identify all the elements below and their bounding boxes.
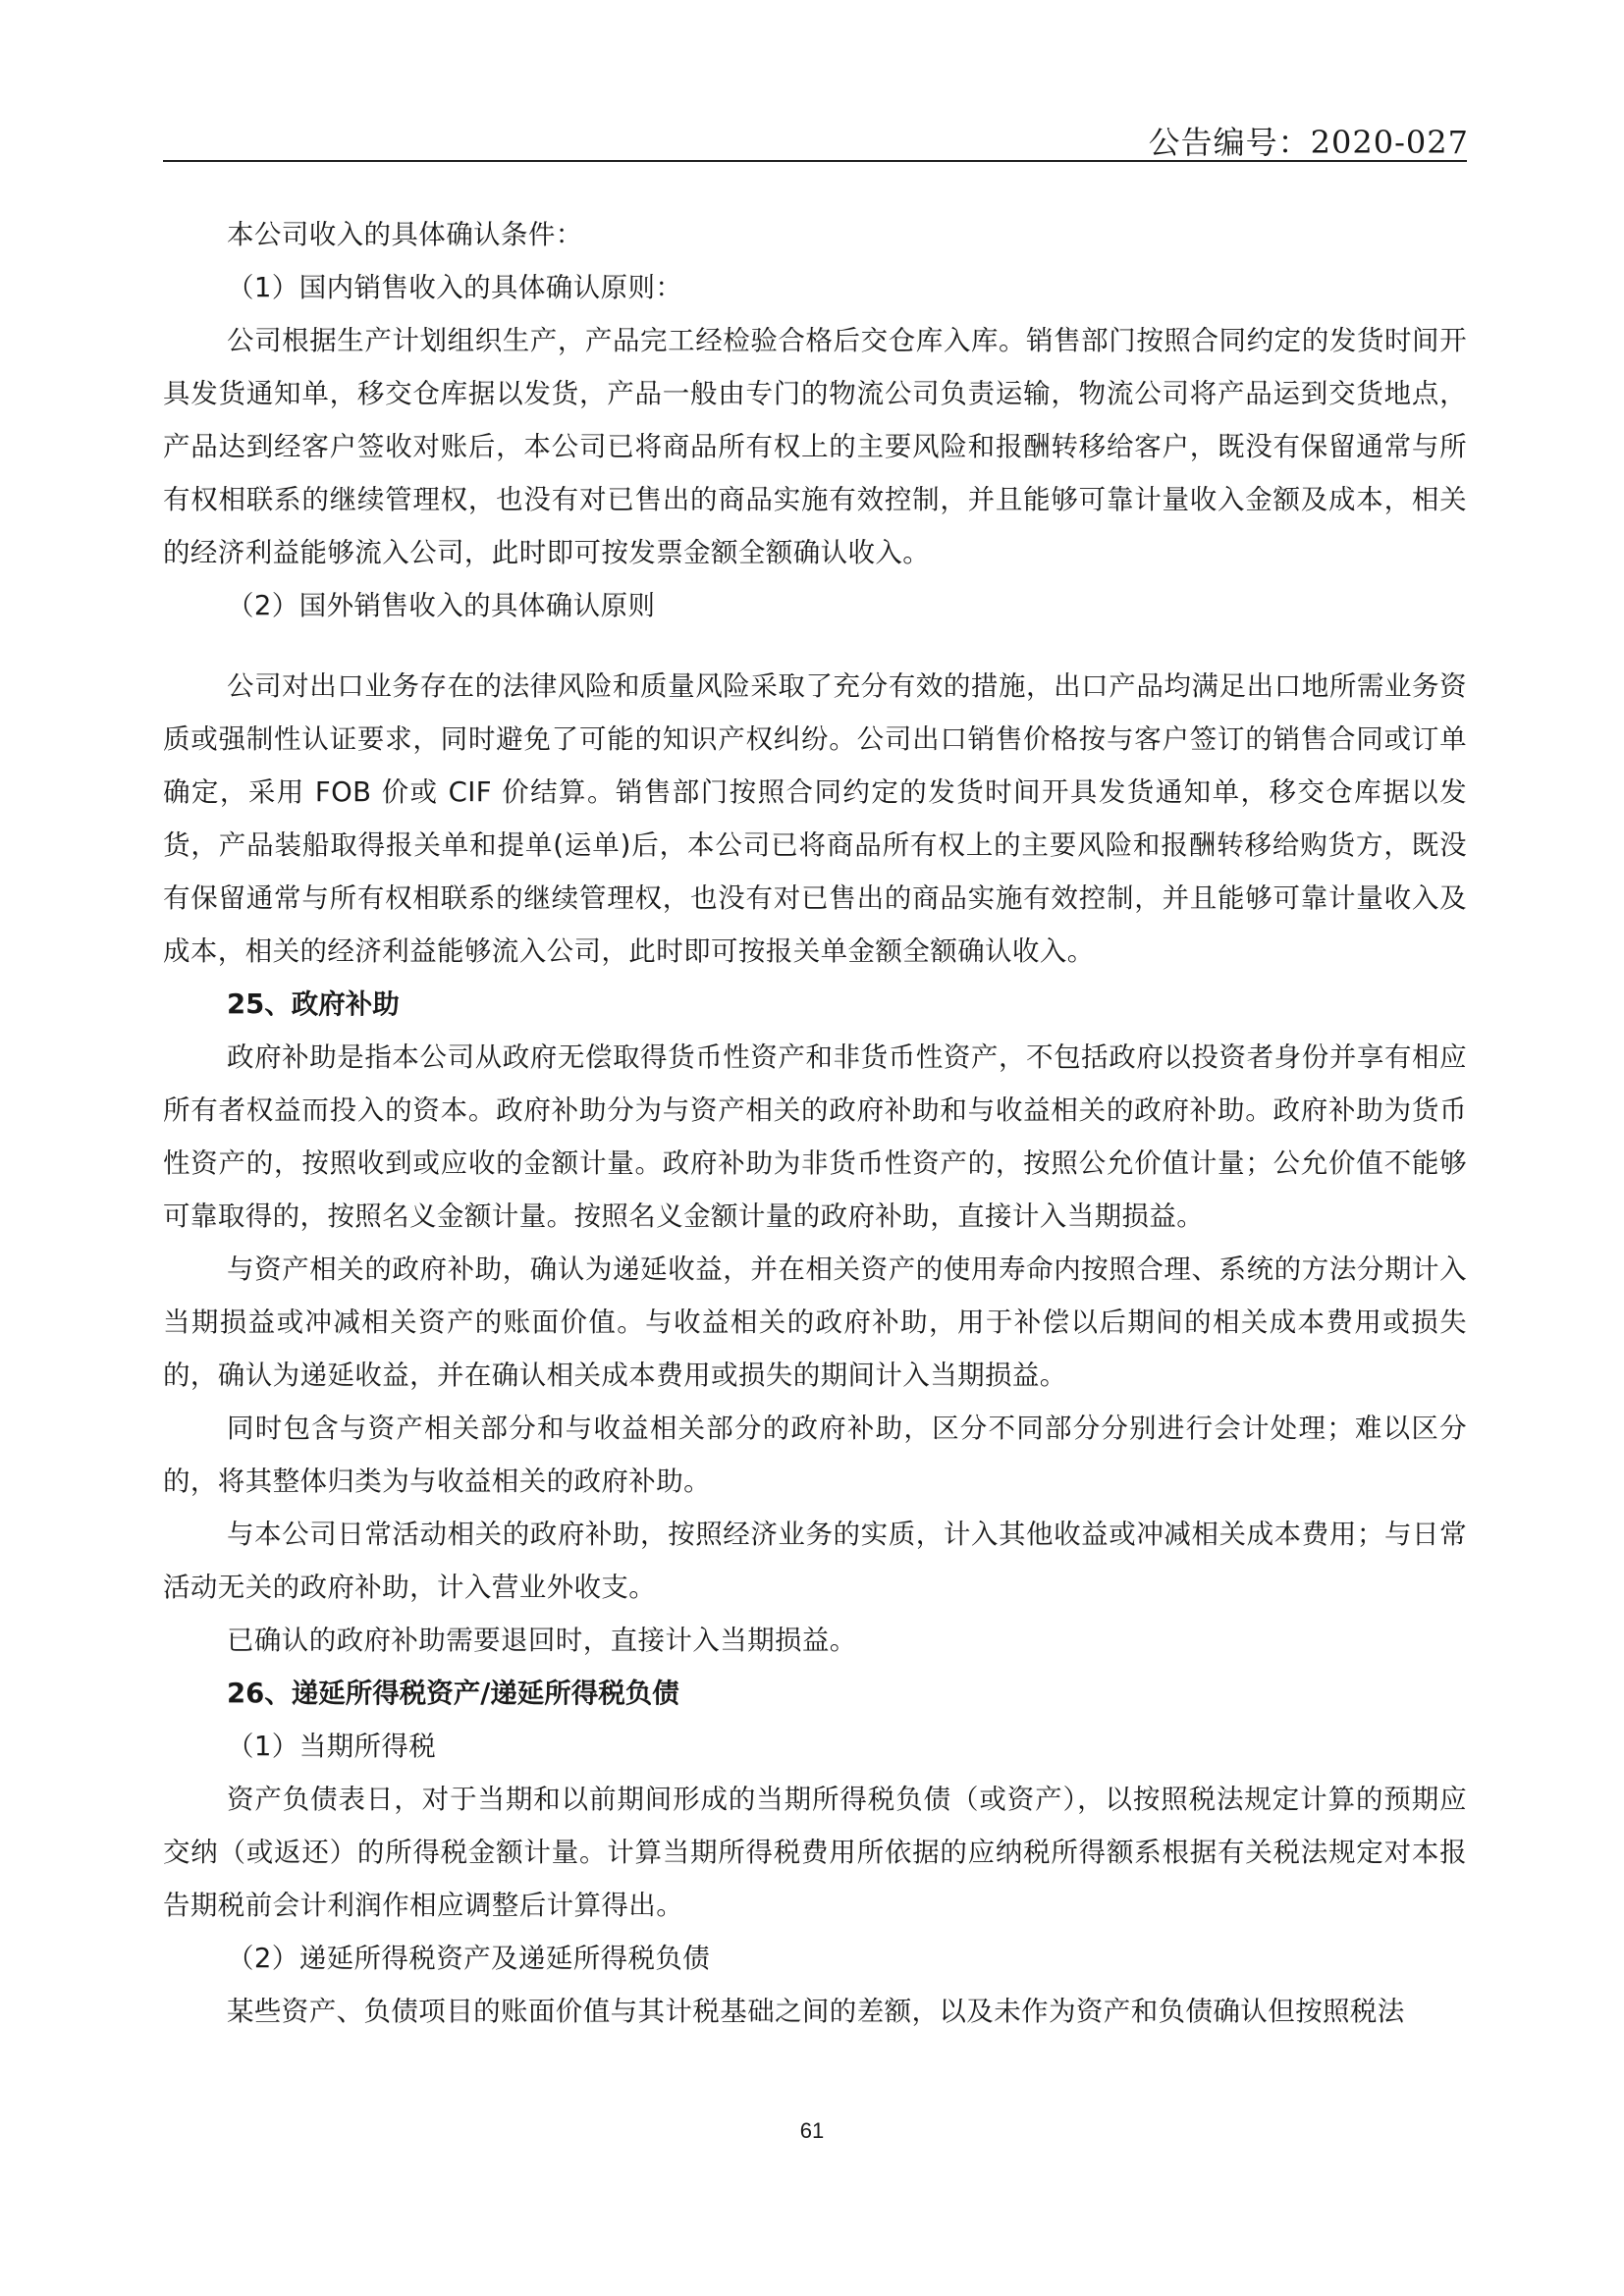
paragraph: （2）递延所得税资产及递延所得税负债 — [227, 1943, 711, 1974]
paragraph: 同时包含与资产相关部分和与收益相关部分的政府补助，区分不同部分分别进行会计处理；难以区分的，将其整体归类为与收益相关的政府补助。 — [163, 1413, 1467, 1497]
header-divider — [163, 160, 1467, 162]
section-heading: 25、政府补助 — [227, 988, 400, 1020]
paragraph: 与本公司日常活动相关的政府补助，按照经济业务的实质，计入其他收益或冲减相关成本费用；与日常活动无关的政府补助，计入营业外收支。 — [163, 1519, 1467, 1603]
paragraph: 已确认的政府补助需要退回时，直接计入当期损益。 — [227, 1625, 857, 1656]
paragraph: 公司根据生产计划组织生产，产品完工经检验合格后交仓库入库。销售部门按照合同约定的发货时间开具发货通知单，移交仓库据以发货，产品一般由专门的物流公司负责运输，物流公司将产品运到交货地点，产品达到经客户签收对账后，本公司已将商品所有权上的主要风险和报酬转移给客户，既没有保留通常与所有权相联系的继续管理权，也没有对已售出的商品实施有效控制，并且能够可靠计量收入金额及成本，相关的经济利益能够流入公司，此时即可按发票金额全额确认收入。 — [163, 325, 1467, 568]
page-number: 61 — [799, 2118, 825, 2143]
paragraph: 政府补助是指本公司从政府无偿取得货币性资产和非货币性资产，不包括政府以投资者身份并享有相应所有者权益而投入的资本。政府补助分为与资产相关的政府补助和与收益相关的政府补助。政府补助为货币性资产的，按照收到或应收的金额计量。政府补助为非货币性资产的，按照公允价值计量；公允价值不能够可靠取得的，按照名义金额计量。按照名义金额计量的政府补助，直接计入当期损益。 — [163, 1041, 1467, 1232]
document-body — [163, 208, 1467, 2038]
paragraph: 某些资产、负债项目的账面价值与其计税基础之间的差额，以及未作为资产和负债确认但按照税法 — [227, 1996, 1405, 2027]
paragraph: （2）国外销售收入的具体确认原则 — [227, 590, 656, 621]
paragraph: （1）国内销售收入的具体确认原则： — [227, 272, 683, 303]
section-heading: 26、递延所得税资产/递延所得税负债 — [227, 1678, 679, 1709]
paragraph: 公司对出口业务存在的法律风险和质量风险采取了充分有效的措施，出口产品均满足出口地所需业务资质或强制性认证要求，同时避免了可能的知识产权纠纷。公司出口销售价格按与客户签订的销售合同或订单确定，采用 FOB 价或 CIF 价结算。销售部门按照合同约定的发货时间开具发货通知单，移交仓库据以发货，产品装船取得报关单和提单(运单)后，本公司已将商品所有权上的主要风险和报酬转移给购货方，既没有保留通常与所有权相联系的继续管理权，也没有对已售出的商品实施有效控制，并且能够可靠计量收入及成本，相关的经济利益能够流入公司，此时即可按报关单金额全额确认收入。 — [163, 670, 1467, 967]
paragraph: 资产负债表日，对于当期和以前期间形成的当期所得税负债（或资产），以按照税法规定计算的预期应交纳（或返还）的所得税金额计量。计算当期所得税费用所依据的应纳税所得额系根据有关税法规定对本报告期税前会计利润作相应调整后计算得出。 — [163, 1784, 1467, 1921]
announcement-number: 公告编号：2020-027 — [1148, 124, 1469, 161]
paragraph: 与资产相关的政府补助，确认为递延收益，并在相关资产的使用寿命内按照合理、系统的方法分期计入当期损益或冲减相关资产的账面价值。与收益相关的政府补助，用于补偿以后期间的相关成本费用或损失的，确认为递延收益，并在确认相关成本费用或损失的期间计入当期损益。 — [163, 1254, 1467, 1391]
paragraph: 本公司收入的具体确认条件： — [227, 219, 583, 250]
paragraph: （1）当期所得税 — [227, 1731, 437, 1762]
